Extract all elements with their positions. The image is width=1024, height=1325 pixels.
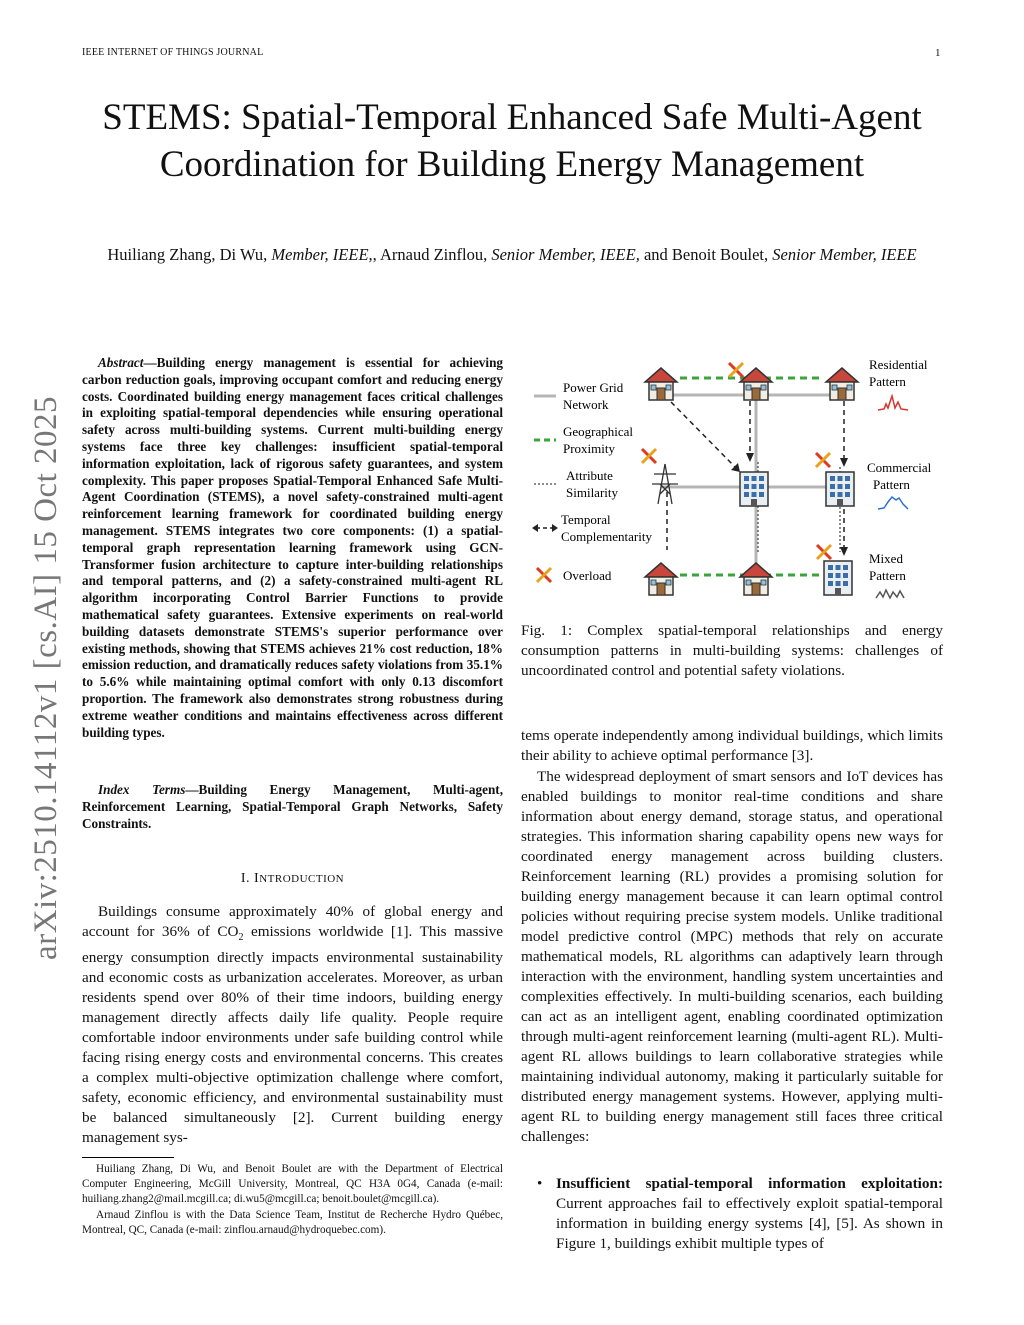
legend-temporal-label-1: Temporal (561, 512, 611, 527)
paper-title: STEMS: Spatial-Temporal Enhanced Safe Multi-Agent Coordination for Building Energy Management (102, 97, 922, 185)
power-tower-icon (652, 464, 678, 504)
overload-icon-1 (729, 363, 743, 377)
right-paragraph-2: The widespread deployment of smart sensors and IoT devices has enabled buildings to monitor real-time conditions and share information about energy demand, storage status, and operational strategies. This information sharing capability opens new ways for coordinated energy management across building clusters. Reinforcement learning (RL) provides a promising solution for building energy management because it can learn optimal control policies without requiring precise system models. Unlike traditional model predictive control (MPC) methods that rely on accurate mathematical models, RL algorithms can adaptively learn through interaction with the environment, handling system uncertainties and complexities effectively. In multi-building scenarios, each building can act as an intelligent agent, enabling coordinated optimization through multi-agent reinforcement learning (multi-agent RL). Multi-agent RL allows buildings to learn collaborative strategies while maintaining individual autonomy, making it particularly suitable for distributed energy management systems. However, applying multi-agent RL to building energy management still faces three critical challenges: (521, 768, 943, 1145)
intro-paragraph (82, 902, 503, 1148)
bullet-text: Current approaches fail to effectively exploit spatial-temporal information in building energy systems [4], [5]. As shown in Figure 1, buildings exhibit multiple types of (556, 1195, 943, 1252)
residential-building-4 (645, 563, 677, 595)
commercial-building-1 (740, 472, 768, 506)
bullet-title: Insufficient spatial-temporal information exploitation: (556, 1175, 943, 1192)
residential-building-5 (740, 563, 772, 595)
overload-icon-4 (817, 545, 831, 559)
bullet-marker: • (537, 1175, 543, 1192)
author-names-2: , Arnaud Zinflou, (372, 245, 492, 264)
commercial-building-2 (826, 472, 854, 506)
residential-pattern-label-2: Pattern (869, 374, 906, 389)
legend-overload-icon (537, 568, 551, 582)
abstract (82, 355, 503, 741)
mixed-building (824, 561, 852, 595)
commercial-pattern-wave (878, 497, 908, 509)
residential-building-3 (826, 368, 858, 400)
footnote-affiliation-2: Arnaud Zinflou is with the Data Science Team, Institut de Recherche Hydro Québec, Montreal, QC, Canada (e-mail: zinflou.arnaud@hydroquebec.com). (82, 1208, 503, 1236)
residential-building-2 (740, 368, 772, 400)
section-first-letter: I (254, 871, 260, 886)
abstract-text: —Building energy management is essential for achieving carbon reduction goals, improving occupant comfort and reducing energy costs. Coordinated building energy management faces critical challenges in exploiting spatial-temporal dependencies while ensuring operational safety across multi-building systems. Current multi-building energy systems face three key challenges: insufficient spatial-temporal information exploitation, lack of rigorous safety guarantees, and system complexity. This paper proposes Spatial-Temporal Enhanced Safe Multi-Agent Coordination (STEMS), a novel safety-constrained multi-agent reinforcement learning framework for coordinated building energy management. STEMS integrates two core components: (1) a spatial-temporal graph representation learning framework using GCN-Transformer fusion architecture to capture inter-building relationships and temporal patterns, and (2) a safety-constrained multi-agent RL algorithm incorporating Control Barrier Functions to provide mathematical safety guarantees. Extensive experiments on real-world building datasets demonstrate STEMS's superior performance over existing methods, showing that STEMS achieves 21% cost reduction, 18% emission reduction, and dramatically reduces safety violations from 35.1% to 5.6% while maintaining optimal comfort with only 0.13 discomfort proportion. The framework also demonstrates strong robustness during extreme weather conditions and maintains effectiveness across different building types. (82, 355, 503, 740)
footnotes (82, 1162, 503, 1238)
legend-attr-label-1: Attribute (566, 468, 613, 483)
section-number: I. (240, 871, 255, 886)
author-names-3: and Benoit Boulet, (639, 245, 773, 264)
arxiv-identifier: arXiv:2510.14112v1 [cs.AI] 15 Oct 2025 (28, 395, 64, 960)
journal-header: IEEE INTERNET OF THINGS JOURNAL (82, 47, 264, 58)
residential-pattern-label-1: Residential (869, 357, 928, 372)
figure-1-caption: Fig. 1: Complex spatial-temporal relationships and energy consumption patterns in multi-building systems: challenges of uncoordinated control and potential safety violations. (521, 622, 943, 679)
legend-overload-label: Overload (563, 568, 612, 583)
section-rest: NTRODUCTION (259, 873, 345, 885)
legend-geo-label-1: Geographical (563, 424, 634, 439)
intro-text-a: Buildings consume approximately 40% of global energy and account for 36% of CO (82, 903, 503, 940)
legend-grid-label-1: Power Grid (563, 380, 624, 395)
legend-geo-label-2: Proximity (563, 441, 616, 456)
abstract-lead: Abstract (98, 355, 144, 370)
mixed-pattern-label-1: Mixed (869, 551, 903, 566)
footnote-affiliation-1: Huiliang Zhang, Di Wu, and Benoit Boulet are with the Department of Electrical Computer Engineering, McGill University, Montreal, QC H3A 0G4, Canada (e-mail: huiliang.zhang2@mail.mcgill.ca; di.wu5@mcgill.ca; benoit.boulet@mcgill.ca). (82, 1163, 503, 1206)
bullet-item-1 (556, 1174, 943, 1254)
legend-temporal-label-2: Complementarity (561, 529, 652, 544)
index-terms-text: —Building Energy Management, Multi-agent, Reinforcement Learning, Spatial-Temporal Graph Networks, Safety Constraints. (82, 782, 503, 831)
overload-icon-2 (642, 449, 656, 463)
figure-1-diagram (528, 352, 948, 612)
footnote-rule (82, 1157, 174, 1158)
index-terms (82, 782, 503, 832)
right-paragraph-1: tems operate independently among individual buildings, which limits their ability to achieve optimal performance [3]. (521, 727, 943, 764)
author-role-1: Member, IEEE, (271, 245, 373, 264)
mixed-pattern-label-2: Pattern (869, 568, 906, 583)
residential-building-1 (645, 368, 677, 400)
intro-text-b: emissions worldwide [1]. This massive energy consumption directly impacts environmental sustainability and economic costs as urbanization accelerates. Moreover, as urban residents spend over 80% of their time indoors, building energy management directly affects daily life quality. People require comfortable indoor environments under safe building control while facing rising energy costs and environmental concerns. This creates a complex multi-objective optimization challenge where comfort, safety, economic efficiency, and environmental sustainability must be balanced simultaneously [2]. Current building energy management sys- (82, 923, 503, 1147)
index-terms-lead: Index Terms (98, 782, 186, 797)
page-number: 1 (935, 47, 941, 59)
residential-pattern-wave (878, 396, 908, 410)
commercial-pattern-label-1: Commercial (867, 460, 932, 475)
author-role-3: Senior Member, IEEE (772, 245, 917, 264)
section-heading-introduction (82, 871, 503, 887)
legend-attr-label-2: Similarity (566, 485, 618, 500)
author-list (90, 244, 934, 266)
author-role-2: Senior Member, IEEE, (491, 245, 640, 264)
co2-subscript: 2 (238, 932, 244, 944)
author-names-1: Huiliang Zhang, Di Wu, (107, 245, 272, 264)
overload-icon-3 (816, 453, 830, 467)
legend-grid-label-2: Network (563, 397, 609, 412)
mixed-pattern-wave (876, 590, 904, 598)
commercial-pattern-label-2: Pattern (873, 477, 910, 492)
figure-1 (528, 352, 948, 612)
